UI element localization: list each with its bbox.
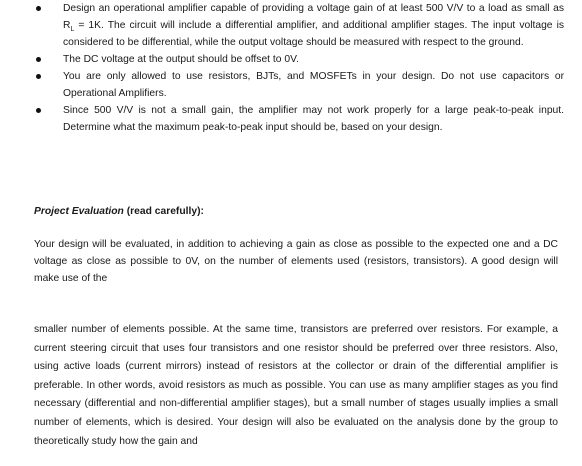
requirements-list [34, 0, 564, 136]
subscript-l: L [70, 26, 75, 34]
list-item [34, 0, 564, 51]
section-heading-italic: Project Evaluation [34, 206, 124, 217]
bullet-text: The DC voltage at the output should be offset to 0V. [63, 54, 299, 65]
list-item [34, 102, 564, 136]
bullet-icon [36, 6, 41, 11]
bullet-text-post: = 1K. The circuit will include a differential amplifier, and additional amplifier stages. The input voltage is considered to be differential, while the output voltage should be measured with respect to the ground. [63, 20, 564, 48]
bullet-icon [36, 108, 41, 113]
bullet-icon [36, 74, 41, 79]
list-item [34, 68, 564, 102]
evaluation-paragraph-continued: smaller number of elements possible. At the same time, transistors are preferred over resistors. For example, a current steering circuit that uses four transistors and one resistor should be preferred over three resistors. Also, using active loads (current mirrors) instead of resistors at the collector or drain of the differential amplifier is preferable. In other words, avoid resistors as much as possible. You can use as many amplifier stages as you find necessary (differential and non-differential amplifier stages), but a small number of stages usually implies a small number of elements, which is desired. Your design will also be evaluated on the analysis done by the group to theoretically study how the gain and [34, 324, 558, 447]
section-heading [34, 203, 204, 220]
bullet-text: You are only allowed to use resistors, BJTs, and MOSFETs in your design. Do not use capacitors or Operational Amplifiers. [63, 71, 564, 99]
section-heading-rest: (read carefully): [123, 206, 204, 217]
bullet-text-pre: Design an operational amplifier capable of providing a voltage gain of at least 500 V/V to a load as small as R [63, 3, 564, 31]
bullet-text: Since 500 V/V is not a small gain, the amplifier may not work properly for a large peak-to-peak input. Determine what the maximum peak-to-peak input should be, based on your design. [63, 105, 564, 133]
bullet-icon [36, 57, 41, 62]
list-item [34, 51, 564, 68]
evaluation-paragraph: Your design will be evaluated, in addition to achieving a gain as close as possible to the expected one and a DC voltage as close as possible to 0V, on the number of elements used (resistors, transistors). A good design will make use of the [34, 239, 558, 284]
